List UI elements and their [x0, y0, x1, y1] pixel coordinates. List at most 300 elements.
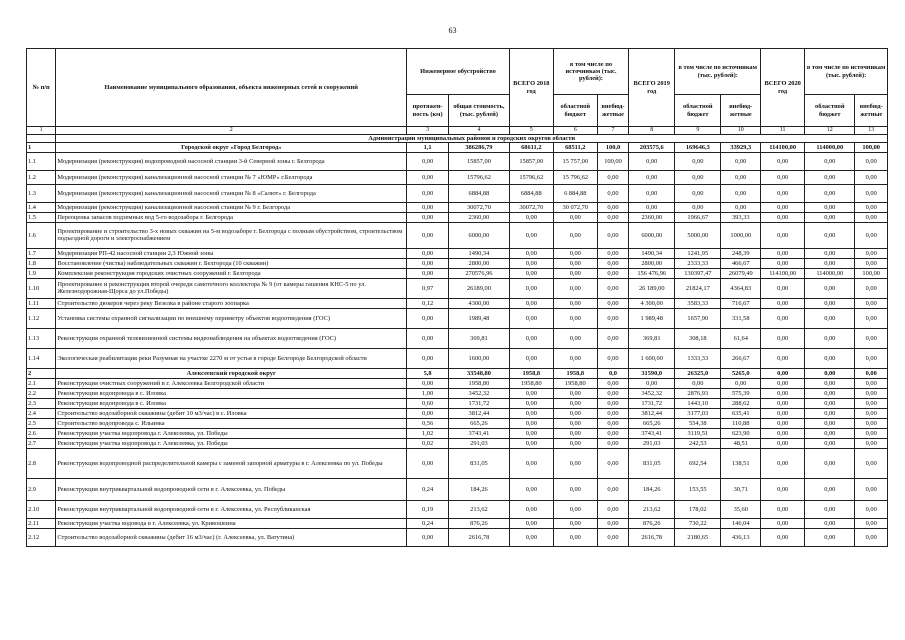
row-index: 2.1 — [27, 378, 56, 388]
row-value: 0,00 — [407, 184, 449, 202]
row-index: 1.7 — [27, 248, 56, 258]
row-index: 2.7 — [27, 438, 56, 448]
row-name: Строительство дюкеров через реку Везелка в районе старого зоопарка — [56, 298, 407, 308]
row-value: 0,00 — [761, 152, 805, 170]
row-index: 1.2 — [27, 170, 56, 184]
row-value: 0,00 — [855, 448, 888, 478]
row-value: 0,00 — [761, 478, 805, 500]
row-value: 716,67 — [721, 298, 761, 308]
row-name: Экологическая реабилитация реки Разумная на участке 2270 м от устья в городе Белгороде Белгородской области — [56, 348, 407, 368]
table-row — [27, 212, 888, 222]
row-value: 178,02 — [675, 500, 721, 518]
row-value: 0,24 — [407, 518, 449, 528]
row-value: 1333,33 — [675, 348, 721, 368]
row-value: 3812,44 — [629, 408, 675, 418]
row-value: 1731,72 — [449, 398, 510, 408]
row-value: 0,00 — [629, 170, 675, 184]
row-value: 2360,00 — [629, 212, 675, 222]
row-name: Проектирование и реконструкция второй очереди самотечного коллектора № 9 (от камеры гашения КНС-5 по ул. Железнодорожная-Щорса до ул.Победы) — [56, 278, 407, 298]
row-value: 0,00 — [553, 398, 597, 408]
row-value: 0,00 — [509, 418, 553, 428]
header-name: Наименование муниципального образования, объекта инженерных сетей и сооружений — [56, 49, 407, 127]
row-value: 146,04 — [721, 518, 761, 528]
row-value: 0,00 — [761, 438, 805, 448]
row-value: 4300,00 — [449, 298, 510, 308]
row-value: 0,00 — [855, 258, 888, 268]
row-value: 68611,2 — [509, 142, 553, 152]
row-value: 0,00 — [407, 212, 449, 222]
row-value: 0,00 — [721, 152, 761, 170]
row-value: 1958,80 — [553, 378, 597, 388]
row-value: 0,00 — [761, 212, 805, 222]
row-value: 0,00 — [407, 328, 449, 348]
header-total-2019: ВСЕГО 2019 год — [629, 49, 675, 127]
row-value: 0,00 — [855, 308, 888, 328]
row-name: Реконструкция водопроводной распределительной камеры с заменой запорной арматуры в г. Алексеевка по ул. Победы — [56, 448, 407, 478]
row-value: 876,26 — [449, 518, 510, 528]
row-value: 114000,00 — [805, 142, 855, 152]
table-row — [27, 258, 888, 268]
row-value: 0,00 — [509, 298, 553, 308]
row-value: 0,00 — [855, 328, 888, 348]
row-value: 0,00 — [553, 222, 597, 248]
row-value: 0,00 — [597, 298, 628, 308]
row-index: 2.10 — [27, 500, 56, 518]
row-value: 0,00 — [805, 348, 855, 368]
row-value: 0,00 — [509, 518, 553, 528]
row-value: 0,00 — [509, 268, 553, 278]
row-value: 30 072,70 — [553, 202, 597, 212]
row-value: 0,00 — [805, 248, 855, 258]
row-value: 0,00 — [553, 500, 597, 518]
row-value: 0,00 — [855, 212, 888, 222]
row-value: 0,00 — [597, 398, 628, 408]
row-value: 156 476,96 — [629, 268, 675, 278]
row-value: 0,00 — [553, 308, 597, 328]
row-value: 331,58 — [721, 308, 761, 328]
row-name: Проектирование и строительство 3-х новых скважин на 5-м водозаборе г. Белгорода с полным обустройством, строительством подъездной дороги и электроснабжением — [56, 222, 407, 248]
group-row — [27, 142, 888, 152]
row-value: 61,64 — [721, 328, 761, 348]
row-index: 1.4 — [27, 202, 56, 212]
row-value: 0,00 — [509, 448, 553, 478]
row-value: 554,38 — [675, 418, 721, 428]
row-value: 0,00 — [597, 500, 628, 518]
row-value: 30,71 — [721, 478, 761, 500]
row-name: Установка системы охранной сигнализации по внешнему периметру объектов водоотведения (ГОС) — [56, 308, 407, 328]
row-index: 1.12 — [27, 308, 56, 328]
row-value: 831,05 — [449, 448, 510, 478]
row-name: Реконструкция участка водовода в г. Алексеевка, ул. Кривошеина — [56, 518, 407, 528]
row-value: 213,62 — [629, 500, 675, 518]
row-value: 3119,51 — [675, 428, 721, 438]
row-value: 0,00 — [855, 518, 888, 528]
row-value: 623,90 — [721, 428, 761, 438]
column-number: 2 — [56, 127, 407, 135]
row-index: 2.5 — [27, 418, 56, 428]
row-value: 0,00 — [407, 308, 449, 328]
row-value: 0,00 — [761, 222, 805, 248]
row-value: 1 600,00 — [629, 348, 675, 368]
row-value: 3743,41 — [449, 428, 510, 438]
row-name: Строительство водопровода с. Ильинка — [56, 418, 407, 428]
row-index: 1.8 — [27, 258, 56, 268]
row-value: 33548,80 — [449, 368, 510, 378]
row-value: 266,67 — [721, 348, 761, 368]
row-value: 0,00 — [855, 348, 888, 368]
row-value: 1600,00 — [449, 348, 510, 368]
row-index: 2.12 — [27, 528, 56, 546]
row-value: 0,00 — [597, 518, 628, 528]
row-value: 1958,80 — [509, 378, 553, 388]
row-value: 0,00 — [855, 170, 888, 184]
row-name: Реконструкция внутриквартальной водопроводной сети в г. Алексеевка, ул. Республиканская — [56, 500, 407, 518]
row-value: 0,00 — [855, 438, 888, 448]
row-value: 0,00 — [597, 348, 628, 368]
row-value: 0,00 — [509, 248, 553, 258]
row-value: 35,60 — [721, 500, 761, 518]
table-row — [27, 518, 888, 528]
row-value: 2616,78 — [629, 528, 675, 546]
row-name: Реконструкция очистных сооружений в г. Алексеевка Белгородской области — [56, 378, 407, 388]
row-value: 68511,2 — [553, 142, 597, 152]
row-value: 0,97 — [407, 278, 449, 298]
row-value: 0,00 — [761, 378, 805, 388]
row-value: 0,00 — [721, 184, 761, 202]
row-value: 130397,47 — [675, 268, 721, 278]
row-value: 0,00 — [805, 448, 855, 478]
table-row — [27, 428, 888, 438]
row-value: 0,00 — [855, 408, 888, 418]
row-value: 0,00 — [761, 258, 805, 268]
header-regional-2020: областной бюджет — [805, 95, 855, 127]
investment-table — [26, 48, 888, 547]
row-value: 6000,00 — [629, 222, 675, 248]
row-value: 6 884,88 — [553, 184, 597, 202]
table-row — [27, 222, 888, 248]
row-value: 0,00 — [597, 478, 628, 500]
row-index: 2.2 — [27, 388, 56, 398]
row-value: 0,00 — [553, 278, 597, 298]
row-value: 100,00 — [855, 142, 888, 152]
row-value: 30072,70 — [509, 202, 553, 212]
row-value: 0,00 — [553, 518, 597, 528]
section-idx — [27, 134, 56, 142]
row-value: 0,00 — [509, 258, 553, 268]
table-row — [27, 438, 888, 448]
row-value: 0,00 — [855, 378, 888, 388]
row-index: 2.6 — [27, 428, 56, 438]
row-value: 0,00 — [805, 528, 855, 546]
row-value: 0,00 — [761, 184, 805, 202]
row-index: 2.8 — [27, 448, 56, 478]
header-regional-2019: областной бюджет — [675, 95, 721, 127]
row-name: Реконструкция охранной телевизионной системы видеонаблюдения на объектах водоотведения (ГОС) — [56, 328, 407, 348]
row-value: 0,00 — [805, 388, 855, 398]
page-number: 63 — [448, 26, 457, 35]
row-value: 0,00 — [855, 388, 888, 398]
row-value: 0,00 — [509, 278, 553, 298]
row-value: 0,00 — [407, 448, 449, 478]
row-value: 5265,0 — [721, 368, 761, 378]
row-value: 3452,32 — [449, 388, 510, 398]
row-value: 0,00 — [675, 202, 721, 212]
row-name: Строительство водозаборной скважины (дебит 16 м3/час) (г. Алексеевка, ул. Ватутина) — [56, 528, 407, 546]
row-index: 1.13 — [27, 328, 56, 348]
row-name: Восстановление (чистка) наблюдательных скважин г. Белгорода (10 скважин) — [56, 258, 407, 268]
row-value: 0,00 — [761, 428, 805, 438]
row-value: 0,00 — [855, 528, 888, 546]
column-number: 3 — [407, 127, 449, 135]
row-value: 0,00 — [805, 398, 855, 408]
row-index: 1.9 — [27, 268, 56, 278]
row-value: 1958,80 — [449, 378, 510, 388]
row-value: 0,00 — [761, 528, 805, 546]
row-value: 0,00 — [855, 398, 888, 408]
row-value: 0,00 — [805, 170, 855, 184]
row-value: 5,8 — [407, 368, 449, 378]
row-value: 0,00 — [407, 258, 449, 268]
row-value: 0,00 — [553, 348, 597, 368]
row-value: 0,00 — [805, 428, 855, 438]
row-value: 0,02 — [407, 438, 449, 448]
row-value: 114100,00 — [761, 268, 805, 278]
row-value: 0,00 — [509, 328, 553, 348]
row-value: 291,03 — [449, 438, 510, 448]
row-value: 0,00 — [805, 378, 855, 388]
column-number: 10 — [721, 127, 761, 135]
row-index: 1.6 — [27, 222, 56, 248]
row-index: 2.9 — [27, 478, 56, 500]
column-number: 1 — [27, 127, 56, 135]
row-value: 242,53 — [675, 438, 721, 448]
header-sources-2018: в том числе по источникам (тыс. рублей): — [553, 49, 628, 95]
row-value: 0,00 — [553, 418, 597, 428]
row-value: 0,00 — [805, 278, 855, 298]
row-name: Реконструкция внутриквартальной водопроводной сети в г. Алексеевка, ул. Победы — [56, 478, 407, 500]
row-value: 110,88 — [721, 418, 761, 428]
row-name: Модернизация (реконструкция) водопроводной насосной станции 3-й Северной зоны г. Белгорода — [56, 152, 407, 170]
row-value: 0,19 — [407, 500, 449, 518]
row-value: 3452,32 — [629, 388, 675, 398]
row-value: 0,00 — [407, 202, 449, 212]
row-value: 1241,95 — [675, 248, 721, 258]
row-value: 0,00 — [855, 248, 888, 258]
row-value: 2360,00 — [449, 212, 510, 222]
header-offbudget-2018: внебюд-жетные — [597, 95, 628, 127]
row-value: 138,51 — [721, 448, 761, 478]
row-value: 0,00 — [805, 298, 855, 308]
row-value: 0,00 — [597, 258, 628, 268]
row-value: 393,33 — [721, 212, 761, 222]
row-value: 2616,78 — [449, 528, 510, 546]
row-value: 1 989,48 — [629, 308, 675, 328]
table-row — [27, 170, 888, 184]
table-row — [27, 328, 888, 348]
table-row — [27, 184, 888, 202]
row-value: 2876,93 — [675, 388, 721, 398]
row-value: 15796,62 — [509, 170, 553, 184]
row-value: 0,00 — [509, 438, 553, 448]
column-number: 6 — [553, 127, 597, 135]
row-value: 0,00 — [597, 308, 628, 328]
header-regional-2018: областной бюджет — [553, 95, 597, 127]
row-value: 0,00 — [675, 378, 721, 388]
row-value: 0,00 — [597, 378, 628, 388]
table-row — [27, 408, 888, 418]
table-row — [27, 448, 888, 478]
row-value: 248,39 — [721, 248, 761, 258]
table-row — [27, 268, 888, 278]
row-value: 1490,34 — [449, 248, 510, 258]
row-value: 169646,3 — [675, 142, 721, 152]
row-value: 0,00 — [407, 348, 449, 368]
row-value: 1657,90 — [675, 308, 721, 328]
column-number: 9 — [675, 127, 721, 135]
row-value: 15857,00 — [449, 152, 510, 170]
row-value: 0,00 — [805, 478, 855, 500]
row-value: 0,00 — [597, 184, 628, 202]
row-value: 730,22 — [675, 518, 721, 528]
row-index: 1.3 — [27, 184, 56, 202]
row-value: 15 796,62 — [553, 170, 597, 184]
row-value: 0,00 — [553, 248, 597, 258]
table-row — [27, 202, 888, 212]
row-value: 0,00 — [805, 438, 855, 448]
row-value: 153,55 — [675, 478, 721, 500]
row-value: 0,00 — [407, 378, 449, 388]
table-row — [27, 348, 888, 368]
row-value: 369,81 — [449, 328, 510, 348]
row-value: 0,00 — [805, 202, 855, 212]
table-row — [27, 378, 888, 388]
row-value: 1,02 — [407, 428, 449, 438]
row-value: 15796,62 — [449, 170, 510, 184]
row-value: 33929,3 — [721, 142, 761, 152]
row-value: 184,26 — [629, 478, 675, 500]
header-total-2018: ВСЕГО 2018 год — [509, 49, 553, 127]
row-value: 0,00 — [509, 528, 553, 546]
header-cost: общая стоимость, (тыс. рублей) — [449, 95, 510, 127]
table-row — [27, 248, 888, 258]
row-value: 0,00 — [597, 212, 628, 222]
row-value: 291,03 — [629, 438, 675, 448]
row-value: 2800,00 — [449, 258, 510, 268]
table-row — [27, 308, 888, 328]
row-name: Городской округ «Город Белгород» — [56, 142, 407, 152]
row-value: 0,00 — [509, 408, 553, 418]
row-value: 4364,83 — [721, 278, 761, 298]
row-value: 0,00 — [805, 408, 855, 418]
row-index: 2 — [27, 368, 56, 378]
column-number: 8 — [629, 127, 675, 135]
row-value: 0,00 — [509, 222, 553, 248]
row-value: 6884,88 — [449, 184, 510, 202]
row-name: Переоценка запасов подземных вод 5-го водозабора г. Белгорода — [56, 212, 407, 222]
row-value: 0,00 — [761, 298, 805, 308]
row-value: 15857,00 — [509, 152, 553, 170]
row-value: 2333,33 — [675, 258, 721, 268]
table-row — [27, 398, 888, 408]
row-value: 0,00 — [407, 248, 449, 258]
row-value: 6000,00 — [449, 222, 510, 248]
row-index: 2.11 — [27, 518, 56, 528]
row-value: 0,00 — [509, 478, 553, 500]
column-number: 7 — [597, 127, 628, 135]
row-value: 0,00 — [855, 202, 888, 212]
row-value: 0,00 — [805, 418, 855, 428]
row-value: 100,0 — [597, 142, 628, 152]
row-value: 100,00 — [597, 152, 628, 170]
row-value: 0,00 — [855, 298, 888, 308]
row-name: Реконструкция водопровода в с. Иловка — [56, 398, 407, 408]
row-value: 0,00 — [761, 248, 805, 258]
row-value: 436,13 — [721, 528, 761, 546]
row-value: 0,00 — [509, 388, 553, 398]
row-value: 26189,00 — [449, 278, 510, 298]
row-value: 3583,33 — [675, 298, 721, 308]
section-title: Администрации муниципальных районов и городских округов области — [56, 134, 888, 142]
header-offbudget-2019: внебюд-жетные — [721, 95, 761, 127]
row-value: 0,00 — [407, 268, 449, 278]
row-value: 30072,70 — [449, 202, 510, 212]
column-number: 11 — [761, 127, 805, 135]
row-name: Модернизация (реконструкция) канализационной насосной станции № 8 «Салют» г. Белгорода — [56, 184, 407, 202]
row-value: 0,00 — [509, 398, 553, 408]
row-value: 0,00 — [597, 202, 628, 212]
row-value: 0,00 — [597, 388, 628, 398]
row-value: 0,00 — [407, 408, 449, 418]
row-value: 0,24 — [407, 478, 449, 500]
row-name: Комплексная реконструкция городских очистных сооружений г. Белгорода — [56, 268, 407, 278]
table-row — [27, 478, 888, 500]
table-row — [27, 418, 888, 428]
header-offbudget-2020: внебюд-жетные — [855, 95, 888, 127]
row-value: 0,00 — [407, 528, 449, 546]
row-name: Строительство водозаборной скважины (дебит 10 м3/час) в с. Иловка — [56, 408, 407, 418]
row-value: 0,00 — [407, 170, 449, 184]
row-value: 0,00 — [855, 500, 888, 518]
row-value: 184,26 — [449, 478, 510, 500]
row-value: 0,00 — [721, 202, 761, 212]
row-value: 6884,88 — [509, 184, 553, 202]
row-value: 0,00 — [855, 368, 888, 378]
row-value: 466,67 — [721, 258, 761, 268]
column-number: 12 — [805, 127, 855, 135]
row-value: 0,00 — [805, 152, 855, 170]
row-value: 0,00 — [629, 152, 675, 170]
row-value: 0,00 — [553, 438, 597, 448]
row-value: 203575,6 — [629, 142, 675, 152]
row-value: 0,00 — [553, 478, 597, 500]
row-value: 114000,00 — [805, 268, 855, 278]
row-value: 0,00 — [855, 478, 888, 500]
row-value: 0,00 — [761, 518, 805, 528]
row-value: 0,00 — [553, 328, 597, 348]
row-value: 0,00 — [553, 428, 597, 438]
row-name: Реконструкция участка водопровода г. Алексеевка, ул. Победы — [56, 428, 407, 438]
header-sources-2020: в том числе по источникам (тыс. рублей): — [805, 49, 888, 95]
row-index: 1.11 — [27, 298, 56, 308]
table-row — [27, 152, 888, 170]
row-value: 1989,48 — [449, 308, 510, 328]
column-number: 4 — [449, 127, 510, 135]
table-row — [27, 278, 888, 298]
row-value: 0,00 — [761, 328, 805, 348]
row-value: 0,00 — [855, 278, 888, 298]
row-value: 0,00 — [675, 152, 721, 170]
row-value: 213,62 — [449, 500, 510, 518]
